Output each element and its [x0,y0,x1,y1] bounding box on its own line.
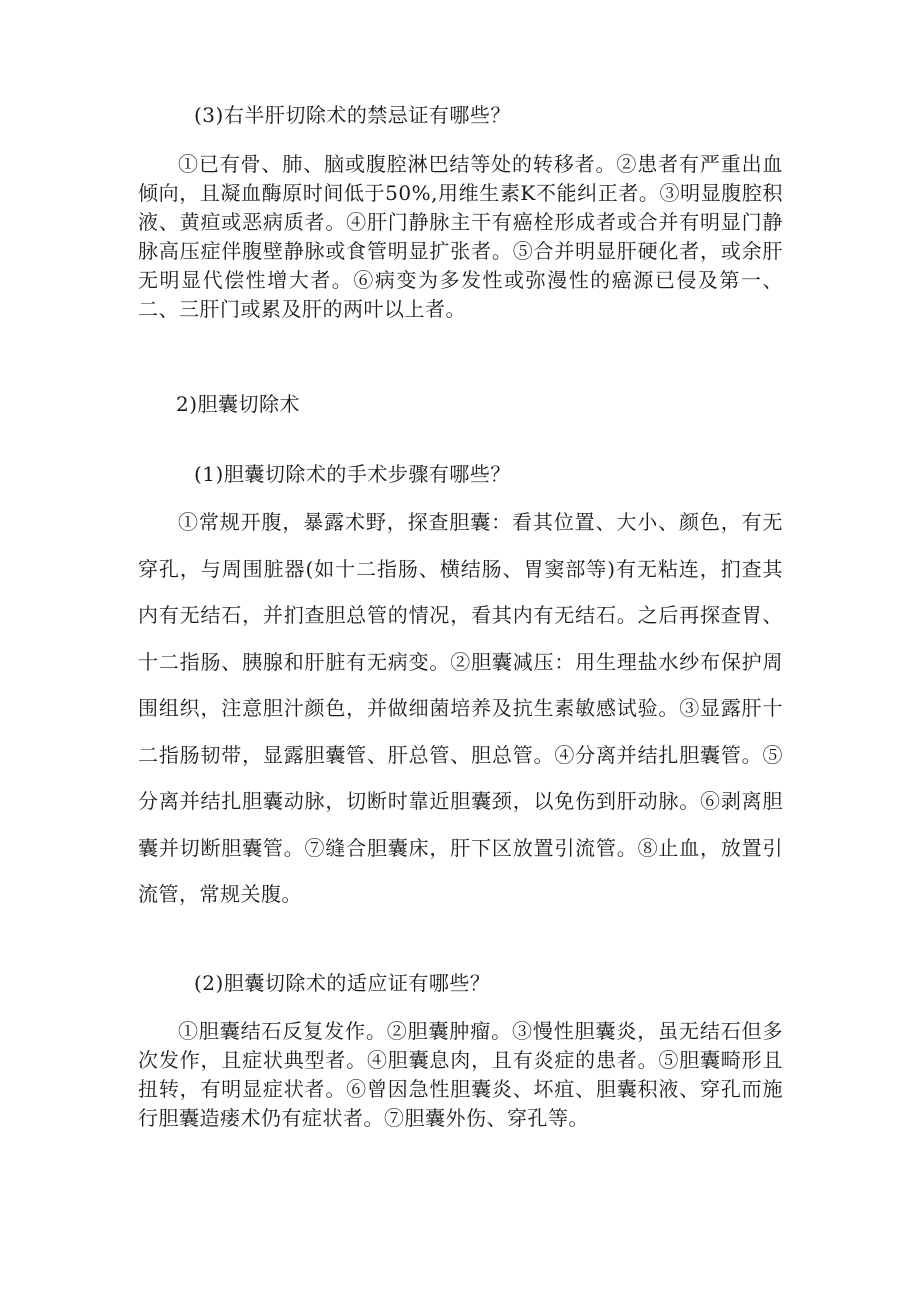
answer-cholecystectomy-indications: ①胆囊结石反复发作。②胆囊肿瘤。③慢性胆囊炎，虽无结石但多次发作，且症状典型者。④胆囊息肉，且有炎症的患者。⑤胆囊畸形且扭转，有明显症状者。⑥曾因急性胆囊炎、坏疽、胆囊积液、穿孔而施行胆囊造瘘术仍有症状者。⑦胆囊外伤、穿孔等。 [138,1019,783,1130]
section-heading-cholecystectomy: 2)胆囊切除术 [176,392,301,416]
question-cholecystectomy-indications: (2)胆囊切除术的适应证有哪些？ [194,971,491,995]
question-right-hepatectomy-contraindications: (3)右半肝切除术的禁忌证有哪些？ [194,103,511,127]
liver-answer-block [138,150,783,324]
gallbladder-question2-block [138,969,783,998]
gallbladder-answer1-block [138,499,783,918]
gallbladder-question1-block [138,460,783,489]
answer-cholecystectomy-steps: ①常规开腹，暴露术野，探查胆囊：看其位置、大小、颜色，有无穿孔，与周围脏器(如十二指肠、横结肠、胃窦部等)有无粘连，扪查其内有无结石，并扪查胆总管的情况，看其内有无结石。之后再探查胃、十二指肠、胰腺和肝脏有无病变。②胆囊减压：用生理盐水纱布保护周围组织，注意胆汁颜色，并做细菌培养及抗生素敏感试验。③显露肝十二指肠韧带，显露胆囊管、肝总管、胆总管。④分离并结扎胆囊管。⑤分离并结扎胆囊动脉，切断时靠近胆囊颈，以免伤到肝动脉。⑥剥离胆囊并切断胆囊管。⑦缝合胆囊床，肝下区放置引流管。⑧止血，放置引流管，常规关腹。 [138,510,783,906]
liver-question-block [138,101,783,130]
answer-right-hepatectomy-contraindications: ①已有骨、肺、脑或腹腔淋巴结等处的转移者。②患者有严重出血倾向，且凝血酶原时间低于50%,用维生素K不能纠正者。③明显腹腔积液、黄疸或恶病质者。④肝门静脉主干有癌栓形成者或合并有明显门静脉高压症伴腹壁静脉或食管明显扩张者。⑤合并明显肝硬化者，或余肝无明显代偿性增大者。⑥病变为多发性或弥漫性的癌源已侵及第一、二、三肝门或累及肝的两叶以上者。 [138,152,783,321]
question-cholecystectomy-steps: (1)胆囊切除术的手术步骤有哪些？ [194,462,511,486]
gallbladder-answer2-block [138,1017,783,1133]
section-heading-block [138,390,783,419]
